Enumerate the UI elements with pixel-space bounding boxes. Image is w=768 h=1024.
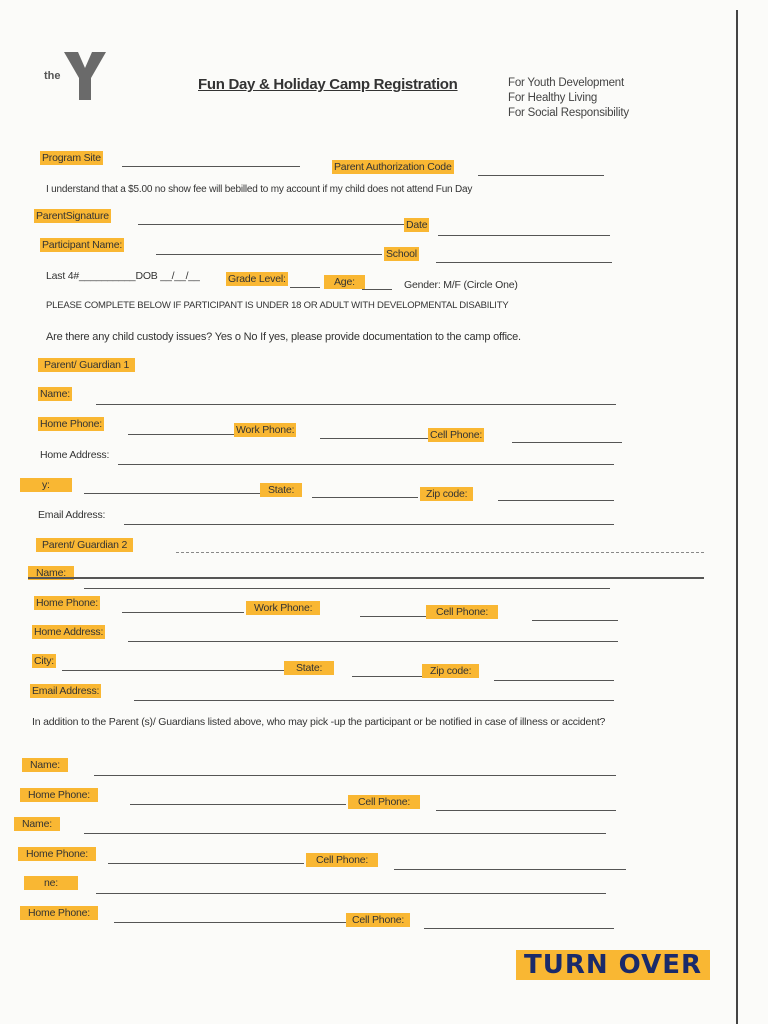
guardian2-home-phone-label: Home Phone: — [36, 597, 99, 609]
parent-signature-label: ParentSignature — [36, 210, 109, 222]
tagline-social: For Social Responsibility — [508, 107, 629, 119]
age-label: Age: — [324, 275, 365, 289]
guardian2-home-phone-field[interactable] — [122, 612, 244, 613]
turn-over-note: TURN OVER — [516, 950, 710, 980]
program-site-field[interactable] — [122, 166, 300, 167]
guardian1-work-phone-field[interactable] — [320, 438, 428, 439]
guardian1-zip-label: Zip code: — [420, 487, 473, 501]
pickup1-name-label: Name: — [22, 758, 68, 772]
pickup2-cell-phone-label: Cell Phone: — [306, 853, 378, 867]
pickup3-name-field[interactable] — [96, 893, 606, 894]
program-site-label: Program Site — [42, 152, 101, 164]
school-field[interactable] — [436, 262, 612, 263]
pickup2-home-phone-field[interactable] — [108, 863, 304, 864]
guardian2-home-address-field[interactable] — [128, 641, 618, 642]
page-edge — [736, 10, 738, 1024]
guardian2-zip-field[interactable] — [494, 680, 614, 681]
guardian2-email-field[interactable] — [134, 700, 614, 701]
tagline-health: For Healthy Living — [508, 92, 598, 104]
guardian1-state-field[interactable] — [312, 497, 418, 498]
guardian1-email-label: Email Address: — [38, 509, 106, 521]
no-show-notice: I understand that a $5.00 no show fee will bebilled to my account if my child does not attend Fun Day — [46, 184, 473, 195]
grade-level-label: Grade Level: — [228, 273, 286, 285]
guardian1-heading: Parent/ Guardian 1 — [38, 358, 135, 372]
grade-level-field[interactable] — [290, 287, 320, 288]
participant-name-field[interactable] — [156, 254, 382, 255]
guardian2-work-phone-label: Work Phone: — [246, 601, 320, 615]
guardian2-city-label: City: — [34, 655, 55, 667]
guardian2-divider — [176, 552, 704, 553]
guardian1-home-phone-label: Home Phone: — [40, 418, 103, 430]
pickup2-home-phone-label: Home Phone: — [18, 847, 96, 861]
pickup1-home-phone-field[interactable] — [130, 804, 346, 805]
pickup2-cell-phone-field[interactable] — [394, 869, 626, 870]
guardian2-state-label: State: — [284, 661, 334, 675]
guardian1-home-address-field[interactable] — [118, 464, 614, 465]
guardian1-home-phone-field[interactable] — [128, 434, 234, 435]
form-title: Fun Day & Holiday Camp Registration — [198, 76, 458, 93]
guardian2-email-label: Email Address: — [32, 685, 100, 697]
y-logo-icon — [60, 50, 110, 102]
guardian2-heading: Parent/ Guardian 2 — [36, 538, 133, 552]
pickup3-cell-phone-field[interactable] — [424, 928, 614, 929]
pickup1-cell-phone-label: Cell Phone: — [348, 795, 420, 809]
pickup2-name-field[interactable] — [84, 833, 606, 834]
tagline-youth: For Youth Development — [508, 77, 624, 89]
guardian2-home-address-label: Home Address: — [34, 626, 104, 638]
age-field[interactable] — [362, 289, 392, 290]
pickup3-name-label: ne: — [24, 876, 78, 890]
gender-label: Gender: M/F (Circle One) — [404, 279, 518, 291]
guardian1-zip-field[interactable] — [498, 500, 614, 501]
pickup2-name-label: Name: — [14, 817, 60, 831]
guardian1-home-address-label: Home Address: — [40, 449, 110, 461]
guardian1-cell-phone-field[interactable] — [512, 442, 622, 443]
school-label: School — [386, 248, 417, 260]
pickup1-home-phone-label: Home Phone: — [20, 788, 98, 802]
guardian1-cell-phone-label: Cell Phone: — [430, 429, 483, 441]
guardian1-city-label: y: — [20, 478, 72, 492]
date-field[interactable] — [438, 235, 610, 236]
parent-auth-code-field[interactable] — [478, 175, 604, 176]
parent-auth-code-label: Parent Authorization Code — [334, 161, 452, 173]
guardian1-name-field[interactable] — [96, 404, 616, 405]
pickup1-cell-phone-field[interactable] — [436, 810, 616, 811]
date-label: Date — [406, 219, 428, 231]
custody-question: Are there any child custody issues? Yes o No If yes, please provide documentation to the camp office. — [46, 331, 521, 343]
guardian2-cell-phone-field[interactable] — [532, 620, 618, 621]
pickup-question: In addition to the Parent (s)/ Guardians listed above, who may pick -up the participant or be notified in case of illness or accident? — [32, 716, 606, 728]
guardian2-name-rule — [28, 577, 704, 579]
pickup3-cell-phone-label: Cell Phone: — [346, 913, 410, 927]
pickup1-name-field[interactable] — [94, 775, 616, 776]
guardian1-work-phone-label: Work Phone: — [236, 424, 295, 436]
guardian2-name-label: Name: — [28, 566, 74, 580]
ymca-logo — [36, 48, 116, 108]
guardian1-city-field[interactable] — [84, 493, 260, 494]
guardian2-name-field[interactable] — [84, 588, 610, 589]
guardian2-work-phone-field[interactable] — [360, 616, 426, 617]
parent-signature-field[interactable] — [138, 224, 404, 225]
guardian1-name-label: Name: — [40, 388, 70, 400]
guardian1-state-label: State: — [260, 483, 302, 497]
guardian1-email-field[interactable] — [124, 524, 614, 525]
guardian2-cell-phone-label: Cell Phone: — [426, 605, 498, 619]
complete-below-notice: PLEASE COMPLETE BELOW IF PARTICIPANT IS UNDER 18 OR ADULT WITH DEVELOPMENTAL DISABILITY — [46, 300, 509, 311]
pickup3-home-phone-label: Home Phone: — [20, 906, 98, 920]
guardian2-state-field[interactable] — [352, 676, 422, 677]
guardian2-zip-label: Zip code: — [422, 664, 479, 678]
participant-name-label: Participant Name: — [42, 239, 123, 251]
pickup3-home-phone-field[interactable] — [114, 922, 346, 923]
logo-the-text: the — [44, 70, 61, 82]
guardian2-city-field[interactable] — [62, 670, 284, 671]
taglines — [508, 77, 629, 119]
last4-dob-label: Last 4#__________DOB __/__/__ — [46, 270, 200, 282]
